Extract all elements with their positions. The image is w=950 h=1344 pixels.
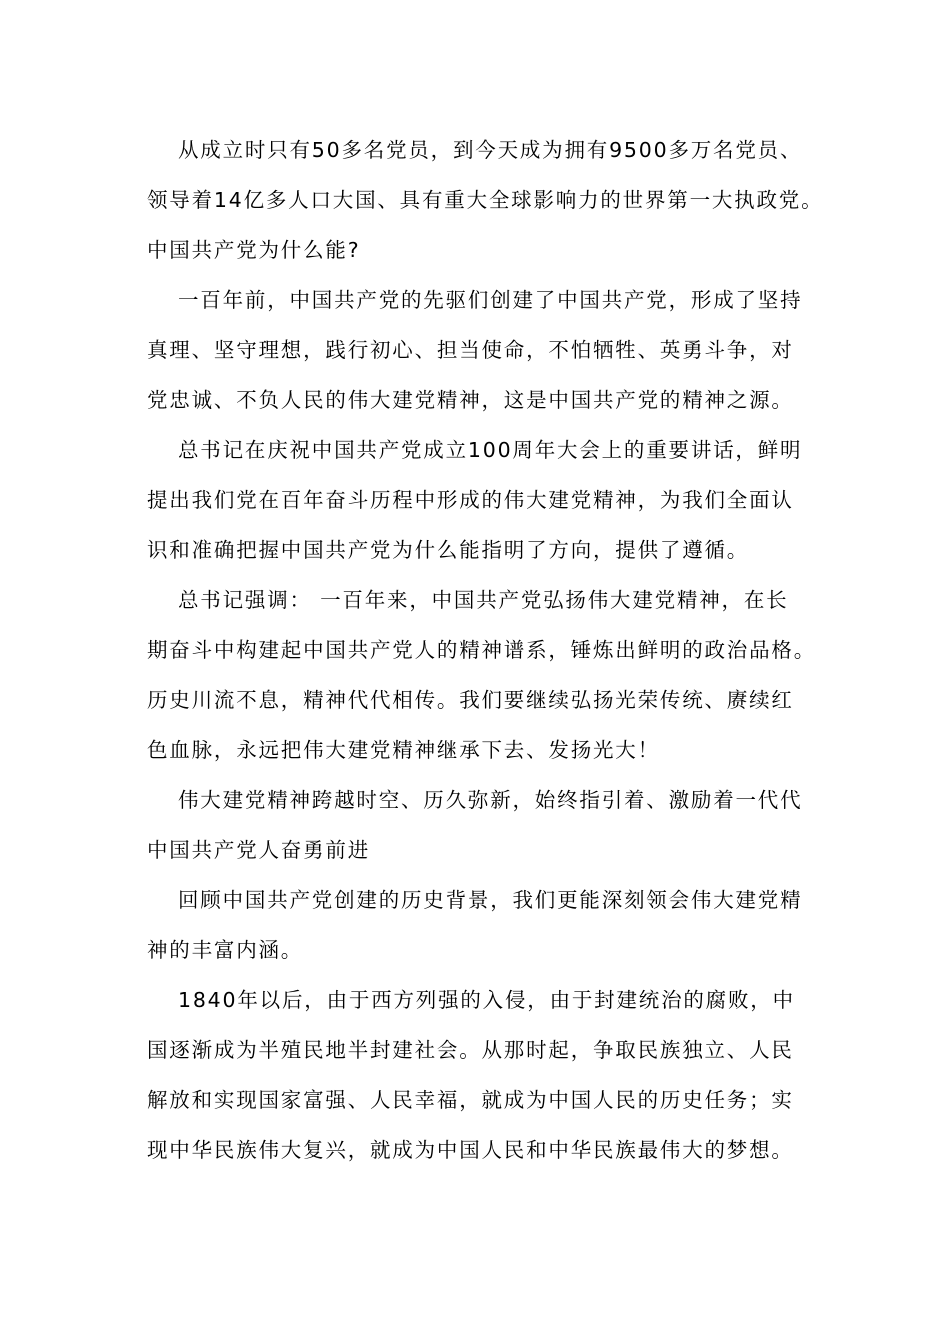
paragraph-6	[147, 875, 802, 975]
text-line: 一百年前，中国共产党的先驱们创建了中国共产党，形成了坚持	[178, 288, 803, 312]
paragraph-3	[147, 425, 802, 575]
text-line: 识和准确把握中国共产党为什么能指明了方向，提供了遵循。	[147, 538, 750, 562]
text-line: 提出我们党在百年奋斗历程中形成的伟大建党精神，为我们全面认	[147, 488, 794, 512]
text-line: 历史川流不息，精神代代相传。我们要继续弘扬光荣传统、赓续红	[147, 688, 794, 712]
text-line: 回顾中国共产党创建的历史背景，我们更能深刻领会伟大建党精	[178, 888, 803, 912]
text-line: 总书记在庆祝中国共产党成立100周年大会上的重要讲话，鲜明	[178, 438, 803, 462]
text-line: 神的丰富内涵。	[147, 938, 304, 962]
paragraph-1	[147, 125, 823, 275]
text-line: 色血脉，永远把伟大建党精神继承下去、发扬光大！	[147, 738, 660, 762]
text-line: 1840年以后，由于西方列强的入侵，由于封建统治的腐败，中	[178, 988, 795, 1012]
text-line: 中国共产党为什么能?	[147, 238, 361, 262]
text-line: 中国共产党人奋勇前进	[147, 838, 370, 862]
text-line: 真理、坚守理想，践行初心、担当使命，不怕牺牲、英勇斗争，对	[147, 338, 794, 362]
text-line: 从成立时只有50多名党员，到今天成为拥有9500多万名党员、	[178, 138, 803, 162]
text-line: 现中华民族伟大复兴，就成为中国人民和中华民族最伟大的梦想。	[147, 1138, 794, 1162]
paragraph-7	[147, 975, 795, 1175]
paragraph-2	[147, 275, 802, 425]
paragraph-5	[147, 775, 802, 875]
text-line: 总书记强调： 一百年来，中国共产党弘扬伟大建党精神，在长	[178, 588, 789, 612]
text-line: 国逐渐成为半殖民地半封建社会。从那时起，争取民族独立、人民	[147, 1038, 794, 1062]
text-line: 期奋斗中构建起中国共产党人的精神谱系，锤炼出鲜明的政治品格。	[147, 638, 816, 662]
text-line: 党忠诚、不负人民的伟大建党精神，这是中国共产党的精神之源。	[147, 388, 794, 412]
text-line: 领导着14亿多人口大国、具有重大全球影响力的世界第一大执政党。	[147, 188, 824, 212]
text-line: 伟大建党精神跨越时空、历久弥新，始终指引着、激励着一代代	[178, 788, 803, 812]
paragraph-4	[147, 575, 816, 775]
text-line: 解放和实现国家富强、人民幸福，就成为中国人民的历史任务；实	[147, 1088, 794, 1112]
